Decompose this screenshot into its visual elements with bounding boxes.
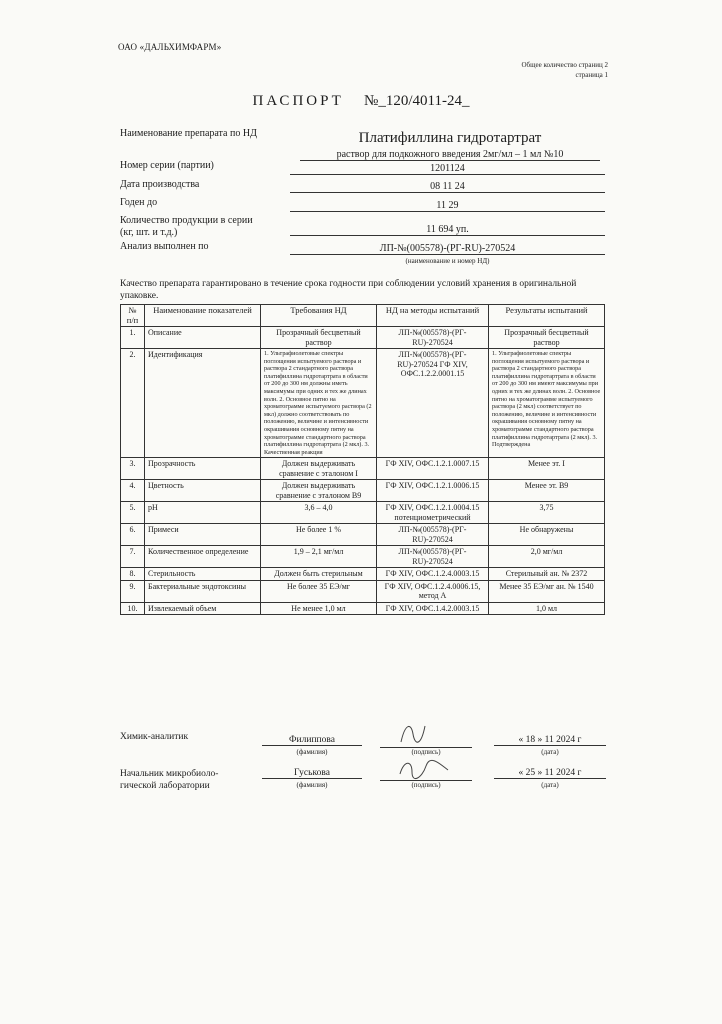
row-name: Количественное определение [145,546,261,568]
row-number: 4. [121,480,145,502]
row-result: Менее эт. I [489,458,605,480]
analysis-label: Анализ выполнен по [120,241,209,252]
row-number: 9. [121,580,145,602]
date-label: Дата производства [120,179,200,190]
header-method: НД на методы испытаний [377,305,489,327]
row-result: 2,0 мг/мл [489,546,605,568]
analyst-date: « 18 » 11 2024 г [494,735,606,746]
header-results: Результаты испытаний [489,305,605,327]
row-number: 2. [121,349,145,458]
row-result: Менее эт. B9 [489,480,605,502]
series-value: 1201124 [290,163,605,175]
series-label: Номер серии (партии) [120,160,214,171]
head-signature [396,756,452,782]
page-count [522,60,609,80]
table-row [121,524,605,546]
row-method: ГФ XIV, ОФС.1.2.1.0006.15 [377,480,489,502]
head-label-line2: гической лаборатории [120,781,210,791]
drug-label: Наименование препарата по НД [120,128,257,139]
head-surname: Гуськова [262,768,362,779]
row-method: ЛП-№(005578)-(РГ-RU)-270524 [377,524,489,546]
row-name: Прозрачность [145,458,261,480]
row-method: ГФ XIV, ОФС.1.2.4.0006.15, метод А [377,580,489,602]
table-row [121,602,605,615]
quantity-label-line1: Количество продукции в серии [120,215,253,226]
total-pages: Общее количество страниц 2 [521,61,608,69]
row-method: ЛП-№(005578)-(РГ-RU)-270524 ГФ XIV, ОФС.1.2.2.0001.15 [377,349,489,458]
quantity-label-line2: (кг, шт. и т.д.) [120,227,178,238]
table-row [121,546,605,568]
head-surname-caption: (фамилия) [296,781,328,789]
row-method: ЛП-№(005578)-(РГ-RU)-270524 [377,546,489,568]
analyst-signature [395,718,435,748]
row-requirement: Должен выдерживать сравнение с эталоном B9 [261,480,377,502]
row-requirement: Должен быть стерильным [261,568,377,581]
row-name: Примеси [145,524,261,546]
row-name: Стерильность [145,568,261,581]
analyst-surname-caption: (фамилия) [296,748,328,756]
table-row [121,480,605,502]
table-row [121,568,605,581]
head-date: « 25 » 11 2024 г [494,768,606,779]
analyst-label: Химик-аналитик [120,732,189,742]
row-number: 6. [121,524,145,546]
specs-table [120,304,605,615]
analysis-value: ЛП-№(005578)-(РГ-RU)-270524 [290,243,605,255]
analyst-date-caption: (дата) [541,748,559,756]
expiry-value: 11 29 [290,200,605,212]
row-result: 3,75 [489,502,605,524]
row-result: Менее 35 ЕЭ/мг ан. № 1540 [489,580,605,602]
row-name: pH [145,502,261,524]
row-name: Идентификация [145,349,261,458]
quantity-value: 11 694 уп. [290,224,605,236]
row-requirement: Не менее 1,0 мл [261,602,377,615]
row-method: ГФ XIV, ОФС.1.2.1.0004.15 потенциометрический [377,502,489,524]
row-requirement: Прозрачный бесцветный раствор [261,327,377,349]
quality-statement: Качество препарата гарантировано в течение срока годности при соблюдении условий хранения в оригинальной упаковке. [120,279,577,301]
header-requirements: Требования НД [261,305,377,327]
row-requirement-text: 1. Ультрафиолетовые спектры поглощения испытуемого раствора и раствора 2 стандартного раствора платифиллина гидротартрата в области от 200 до 300 нм должны иметь максимумы при одних и тех же длинах волн. 2. Основное пятно на хроматограмме испытуемого раствора (2 мкл) должно соответствовать по положению, величине и интенсивности окрашивания основному пятну на хроматограмме стандартного раствора платифиллина гидротартрата (2 мкл). 3. Качественная реакция [264,350,372,456]
table-row [121,349,605,458]
table-row [121,502,605,524]
row-number: 5. [121,502,145,524]
row-number: 7. [121,546,145,568]
table-row [121,327,605,349]
passport-number: №_120/4011-24_ [364,93,470,109]
row-name: Извлекаемый объем [145,602,261,615]
row-number: 8. [121,568,145,581]
header-name: Наименование показателей [145,305,261,327]
row-result: Прозрачный бесцветный раствор [489,327,605,349]
row-name: Описание [145,327,261,349]
drug-name: Платифиллина гидротартрат [358,130,542,146]
row-requirement [261,349,377,458]
row-requirement: Не более 35 ЕЭ/мг [261,580,377,602]
row-requirement: Не более 1 % [261,524,377,546]
analysis-sub: (наименование и номер НД) [405,257,490,265]
row-number: 1. [121,327,145,349]
expiry-label: Годен до [120,197,158,208]
row-requirement: 1,9 – 2,1 мг/мл [261,546,377,568]
header-number: № п/п [121,305,145,327]
analyst-signature-caption: (подпись) [411,748,441,756]
quantity-label [120,215,253,239]
title-word: ПАСПОРТ [252,93,344,109]
date-value: 08 11 24 [290,181,605,193]
company-name: ОАО «ДАЛЬХИМФАРМ» [118,42,222,52]
row-result: 1,0 мл [489,602,605,615]
row-method: ГФ XIV, ОФС.1.4.2.0003.15 [377,602,489,615]
row-result: Не обнаружены [489,524,605,546]
drug-form: раствор для подкожного введения 2мг/мл – 1 мл №10 [300,149,600,161]
row-result [489,349,605,458]
row-number: 3. [121,458,145,480]
head-label-line1: Начальник микробиоло- [120,769,219,779]
head-label [120,768,218,792]
table-row [121,580,605,602]
row-method: ЛП-№(005578)-(РГ-RU)-270524 [377,327,489,349]
analyst-surname: Филиппова [262,735,362,746]
head-date-caption: (дата) [541,781,559,789]
row-result-text: 1. Ультрафиолетовые спектры поглощения испытуемого раствора и раствора 2 стандартного раствора платифиллина гидротартрата в области от 200 до 300 нм имеют максимумы при одних и тех же длинах волн. 2. Основное пятно на хроматограмме испытуемого раствора (2 мкл) соответствует по положению, величине и интенсивности окрашивания основному пятну на хроматограмме стандартного раствора платифиллина гидротартрата (2 мкл). 3. Подтверждена [492,350,601,449]
page-number: страница 1 [575,71,608,79]
row-requirement: 3,6 – 4,0 [261,502,377,524]
row-result: Стерильный ан. № 2372 [489,568,605,581]
row-requirement: Должен выдерживать сравнение с эталоном I [261,458,377,480]
row-method: ГФ XIV, ОФС.1.2.4.0003.15 [377,568,489,581]
row-method: ГФ XIV, ОФС.1.2.1.0007.15 [377,458,489,480]
table-header-row [121,305,605,327]
passport-title [0,93,722,110]
row-number: 10. [121,602,145,615]
table-row [121,458,605,480]
row-name: Бактериальные эндотоксины [145,580,261,602]
row-name: Цветность [145,480,261,502]
head-signature-caption: (подпись) [411,781,441,789]
